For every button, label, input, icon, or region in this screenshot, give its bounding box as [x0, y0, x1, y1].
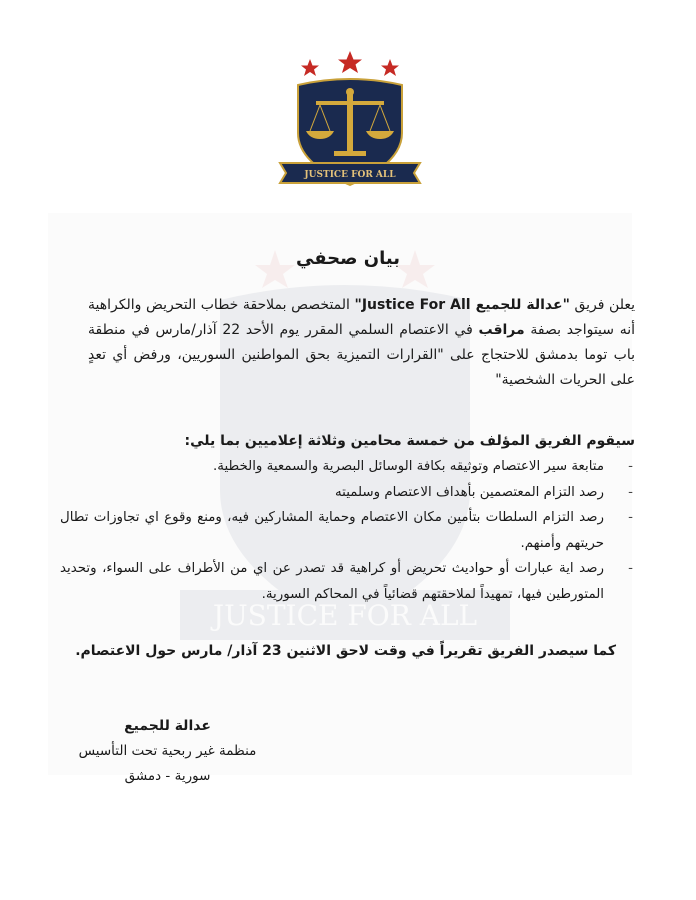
closing-statement: كما سيصدر الفريق تقريراً في وقت لاحق الاثنين 23 آذار/ مارس حول الاعتصام.	[75, 643, 616, 659]
signature-org-type: منظمة غير ربحية تحت التأسيس	[78, 743, 257, 759]
watermark-text: JUSTICE FOR ALL	[212, 599, 478, 632]
tasks-heading: سيقوم الفريق المؤلف من خمسة محامين وثلاثة إعلاميين بما يلي:	[184, 433, 635, 449]
tasks-list	[60, 454, 635, 607]
star-icon	[338, 51, 362, 73]
bullet-dash: -	[628, 510, 633, 525]
team-name: "عدالة للجميع Justice For All"	[354, 297, 570, 313]
star-icon	[301, 59, 319, 76]
intro-text-1: يعلن فريق	[569, 297, 635, 313]
bullet-dash: -	[628, 484, 633, 500]
task-text: متابعة سير الاعتصام وتوثيقه بكافة الوسائل البصرية والسمعية والخطية.	[213, 459, 604, 474]
banner-text: JUSTICE FOR ALL	[304, 170, 396, 180]
intro-text-3: في الاعتصام السلمي المقرر يوم الأحد 22 آذار/مارس في منطقة باب توما بدمشق للاحتجاج على "القرارات التميزية بحق المواطنين السوريين، ورفض أي تعدٍ على الحريات الشخصية"	[88, 322, 635, 388]
task-text: رصد التزام المعتصمين بأهداف الاعتصام وسلميته	[334, 484, 604, 500]
list-item	[60, 454, 635, 480]
list-item	[60, 505, 635, 556]
signature-org-name: عدالة للجميع	[124, 718, 211, 734]
bullet-dash: -	[628, 561, 633, 576]
task-text: رصد اية عبارات أو حواديث تحريض أو كراهية قد تصدر عن اي من الأطراف على السواء، وتحديد المتورطين فيها، تمهيداً لملاحقتهم قضائياً في المحاكم السورية.	[60, 561, 604, 602]
task-text: رصد التزام السلطات بتأمين مكان الاعتصام وحماية المشاركين فيه، ومنع وقوع اي تجاوزات تطال حريتهم وأمنهم.	[60, 510, 604, 551]
signature-block	[60, 714, 275, 789]
list-item	[60, 556, 635, 607]
signature-location: سورية - دمشق	[124, 768, 211, 784]
list-item	[60, 480, 635, 506]
observer-role: مراقب	[478, 322, 525, 338]
bullet-dash: -	[628, 459, 633, 474]
banner	[280, 163, 420, 183]
star-icon	[381, 59, 399, 76]
intro-text-2: المتخصص بملاحقة خطاب التحريض والكراهية أنه سيتواجد بصفة	[88, 297, 635, 338]
document-title: بيان صحفي	[295, 248, 401, 269]
stars	[301, 51, 399, 76]
intro-paragraph	[88, 293, 635, 393]
justice-for-all-logo	[268, 45, 432, 195]
